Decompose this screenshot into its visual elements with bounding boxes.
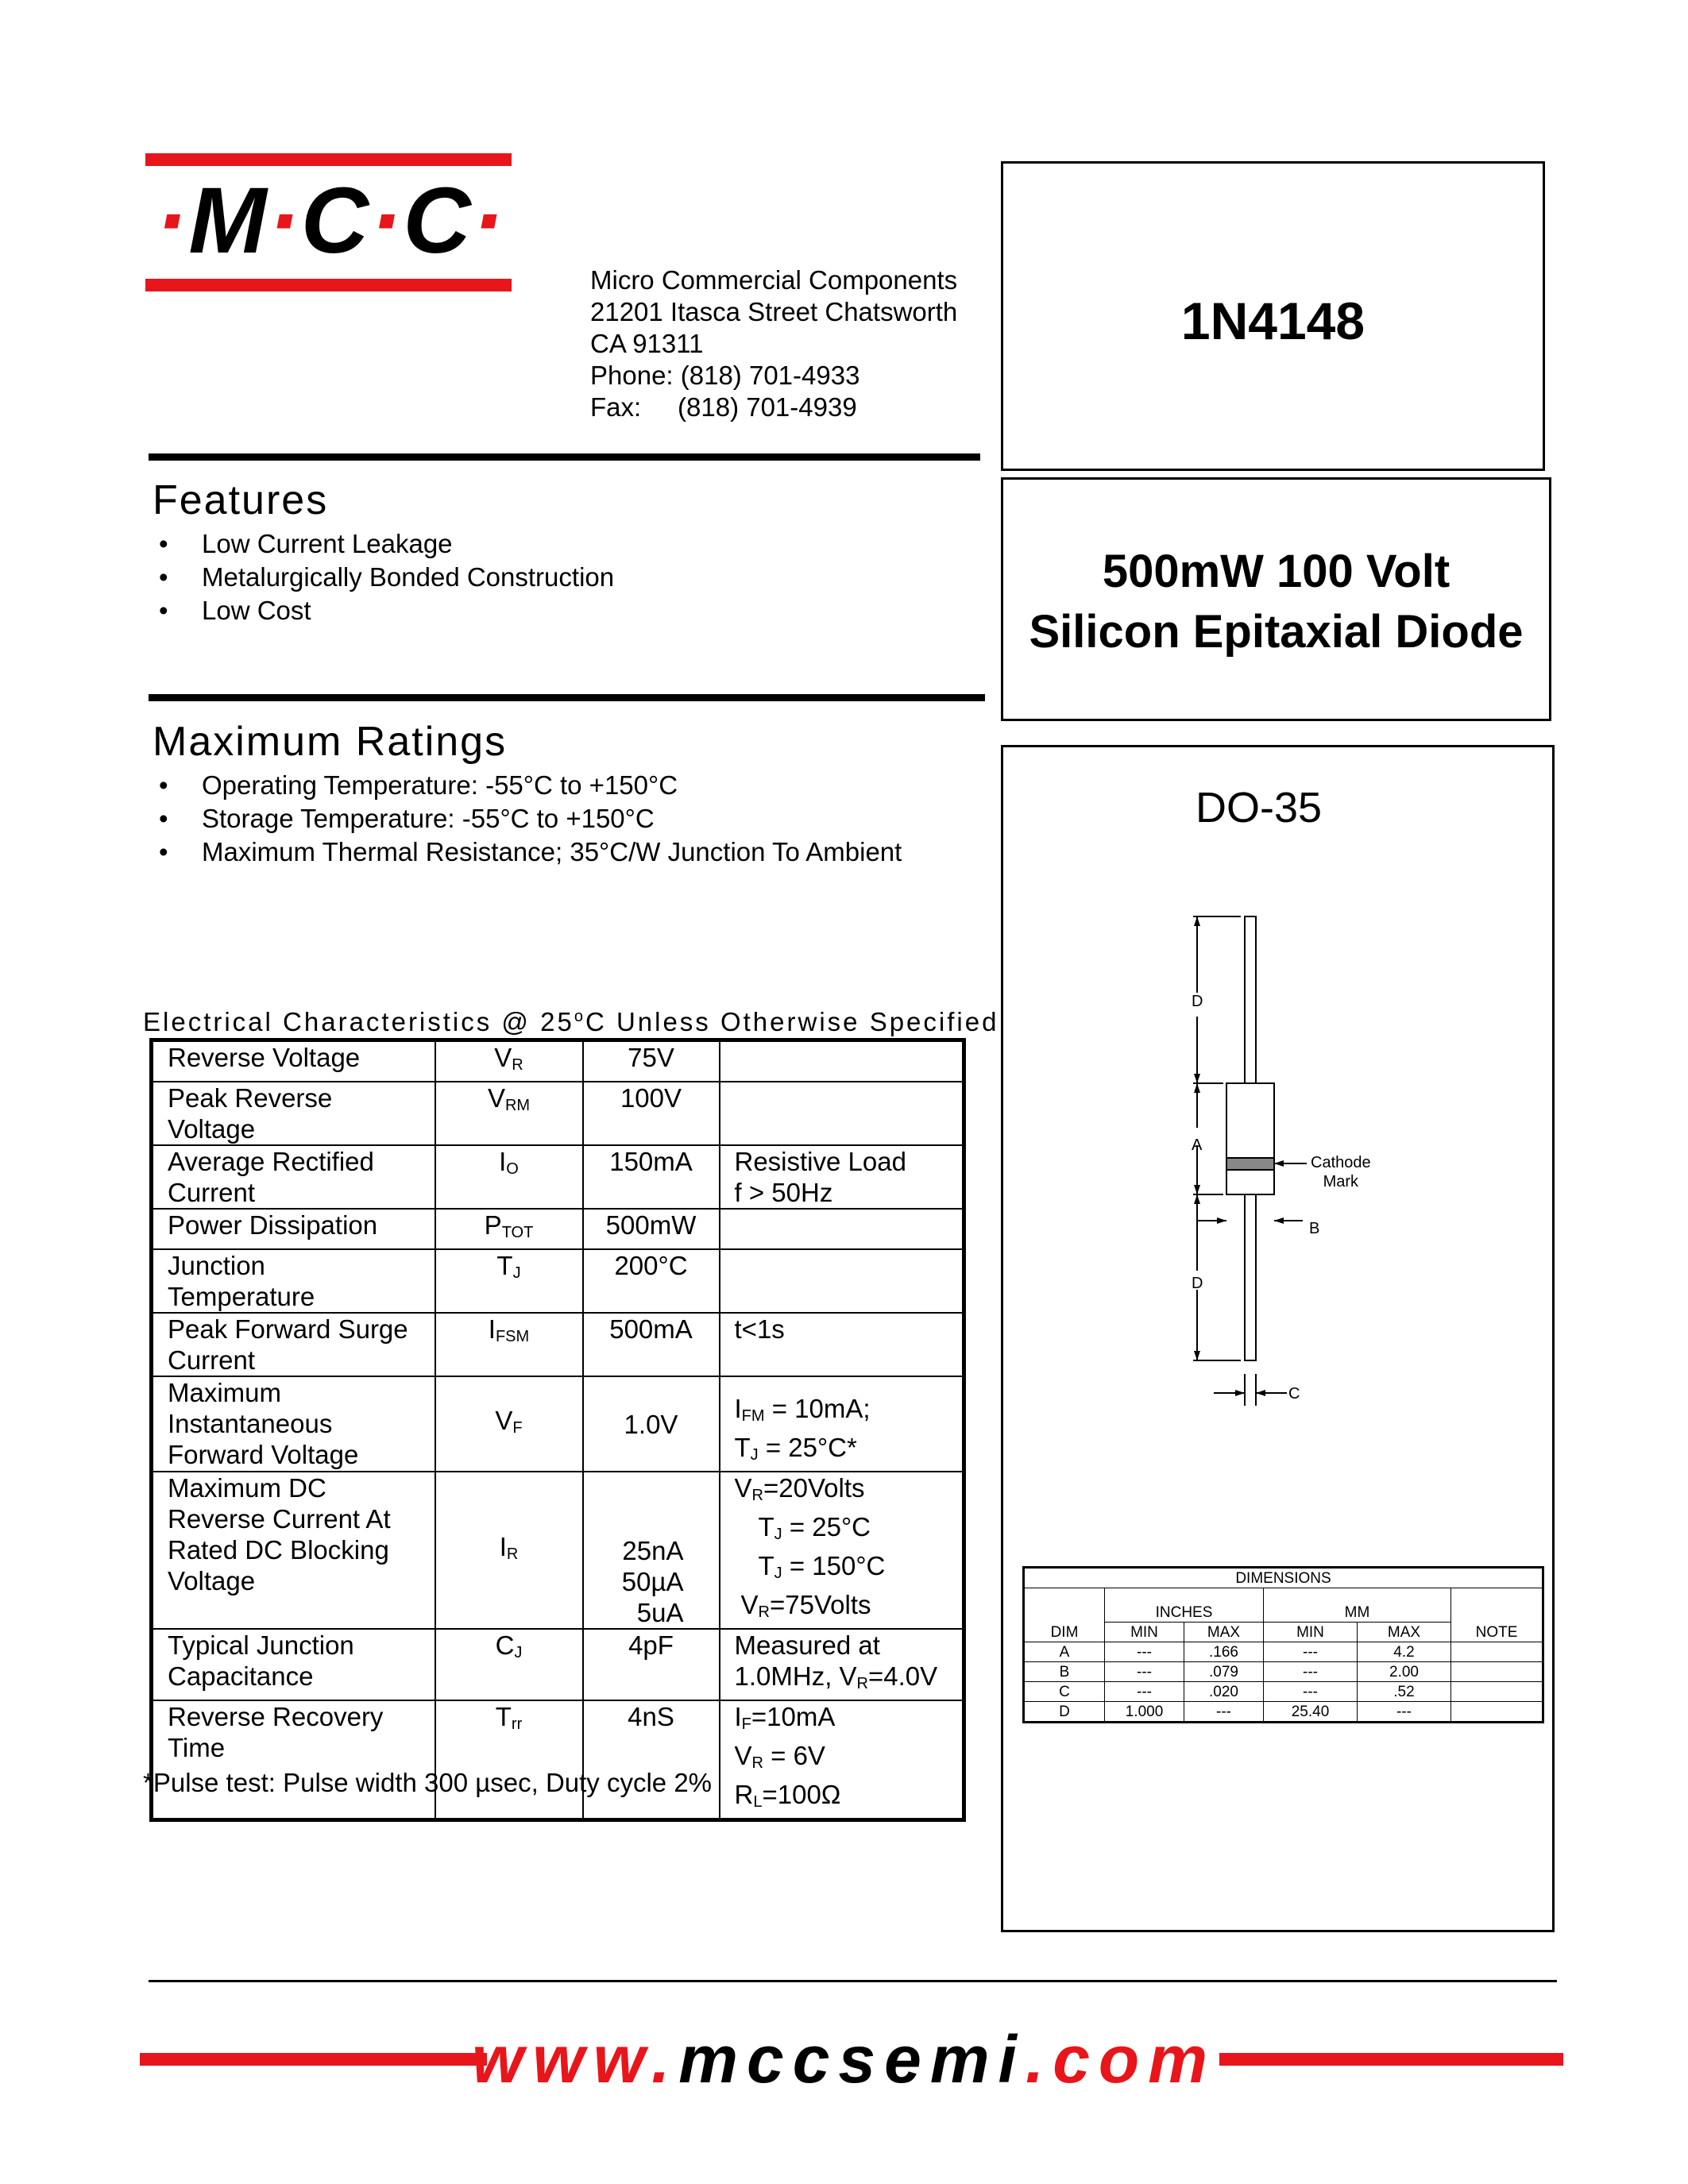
dim-cell: --- (1105, 1642, 1184, 1662)
package-name: DO-35 (1196, 784, 1323, 832)
dim-cell: --- (1184, 1702, 1264, 1723)
table-row (1024, 1702, 1543, 1723)
condition-line: 1.0MHz, $V_R=4.0V$ (734, 1661, 938, 1692)
symbol-cell: $I_R$ (435, 1472, 583, 1629)
list-item: • Maximum Thermal Resistance; 35°C/W Junction To Ambient (153, 835, 902, 869)
symbol-cell: $T_J$ (435, 1249, 583, 1313)
logo-bar-bottom (145, 279, 512, 291)
logo-bar-top (145, 153, 512, 166)
rule-above-ratings (149, 694, 985, 701)
param-cell: Peak Reverse Voltage (152, 1082, 435, 1145)
part-number: 1N4148 (1180, 291, 1365, 350)
mm-header: MM (1264, 1588, 1451, 1623)
table-row (152, 1082, 964, 1145)
dim-cell: C (1024, 1682, 1105, 1702)
cathode-band (1226, 1158, 1274, 1170)
param-cell: Typical Junction Capacitance (152, 1629, 435, 1700)
ratings-title: Maximum Ratings (153, 719, 508, 765)
condition-line: $V_R = 6V$ (734, 1741, 825, 1772)
param-cell: Junction Temperature (152, 1249, 435, 1313)
condition-line: $V_R=75Volts$ (740, 1590, 871, 1621)
max-header: MAX (1358, 1623, 1451, 1642)
footer-rule (149, 1980, 1557, 1982)
list-item: • Storage Temperature: -55°C to +150°C (153, 802, 902, 835)
electrical-table (149, 1038, 966, 1822)
dim-label-d-top: D (1192, 993, 1203, 1010)
condition-line: $T_J = 25^\circ C*$ (734, 1433, 857, 1464)
condition-cell (720, 1209, 964, 1249)
table-row (152, 1249, 964, 1313)
features-list (153, 527, 614, 627)
symbol-cell: $V_F$ (435, 1376, 583, 1472)
list-item: • Operating Temperature: -55°C to +150°C (153, 769, 902, 802)
inches-header: INCHES (1105, 1588, 1264, 1623)
diode-lead-bottom (1245, 1194, 1256, 1360)
description-line-1: 500mW 100 Volt (1102, 546, 1450, 597)
symbol-cell: $V_{RM}$ (435, 1082, 583, 1145)
pulse-footnote: *Pulse test: Pulse width 300 µsec, Duty cycle 2% (143, 1768, 713, 1797)
table-row (152, 1209, 964, 1249)
company-street: 21201 Itasca Street Chatsworth (590, 297, 958, 326)
dim-cell: 2.00 (1358, 1662, 1451, 1682)
param-cell: Peak Forward Surge Current (152, 1313, 435, 1376)
part-number-box (1001, 161, 1545, 471)
dim-cell: --- (1105, 1662, 1184, 1682)
value-cell: 4pF (583, 1629, 720, 1700)
dim-cell: 4.2 (1358, 1642, 1451, 1662)
dim-cell: .52 (1358, 1682, 1451, 1702)
dim-label-c: C (1288, 1385, 1300, 1403)
dim-label-a: A (1192, 1136, 1203, 1154)
dim-cell: B (1024, 1662, 1105, 1682)
diode-lead-top (1245, 916, 1256, 1091)
param-cell: Maximum Instantaneous Forward Voltage (152, 1376, 435, 1472)
table-row (152, 1629, 964, 1700)
list-item: • Low Current Leakage (153, 527, 614, 561)
dim-cell: 1.000 (1105, 1702, 1184, 1723)
symbol-cell: $P_{TOT}$ (435, 1209, 583, 1249)
value-cell: 1.0V (583, 1376, 720, 1472)
dim-cell: 25.40 (1264, 1702, 1358, 1723)
website-url[interactable]: www.mccsemi.com (472, 2022, 1216, 2097)
value-cell: 4nS (583, 1700, 720, 1820)
condition-cell: t<1s (720, 1313, 964, 1376)
table-row (152, 1472, 964, 1629)
table-row (1024, 1642, 1543, 1662)
max-header: MAX (1184, 1623, 1264, 1642)
condition-cell (720, 1040, 964, 1082)
value-cell: 25nA 50µA 5uA (583, 1472, 720, 1629)
value-cell: 500mA (583, 1313, 720, 1376)
symbol-cell: $C_J$ (435, 1629, 583, 1700)
symbol-cell: $V_R$ (435, 1040, 583, 1082)
table-row (1024, 1682, 1543, 1702)
param-cell: Reverse Voltage (152, 1040, 435, 1082)
company-city: CA 91311 (590, 329, 704, 358)
dimensions-table (1022, 1566, 1544, 1723)
dimensions-title: DIMENSIONS (1024, 1568, 1543, 1588)
value-cell: 100V (583, 1082, 720, 1145)
min-header: MIN (1264, 1623, 1358, 1642)
param-cell: Average Rectified Current (152, 1145, 435, 1209)
mcc-logo: ·M·C·C· (156, 168, 505, 273)
diode-body (1226, 1083, 1274, 1194)
condition-cell (720, 1700, 964, 1820)
list-item: • Low Cost (153, 594, 614, 627)
list-item: • Metalurgically Bonded Construction (153, 561, 614, 594)
param-cell: Maximum DC Reverse Current At Rated DC Blocking Voltage (152, 1472, 435, 1629)
ratings-list (153, 769, 902, 869)
dim-header: DIM (1024, 1588, 1105, 1642)
condition-cell (720, 1472, 964, 1629)
dim-cell: .166 (1184, 1642, 1264, 1662)
company-fax: Fax: (818) 701-4939 (590, 392, 857, 422)
param-cell: Power Dissipation (152, 1209, 435, 1249)
param-cell: Reverse Recovery Time (152, 1700, 435, 1820)
dim-label-b: B (1309, 1220, 1320, 1237)
note-header: NOTE (1451, 1588, 1543, 1642)
condition-line: $R_L=100\Omega$ (734, 1780, 841, 1811)
description-line-2: Silicon Epitaxial Diode (1029, 606, 1524, 658)
condition-cell (720, 1376, 964, 1472)
dim-cell (1451, 1682, 1543, 1702)
min-header: MIN (1105, 1623, 1184, 1642)
symbol-cell: $I_{FSM}$ (435, 1313, 583, 1376)
condition-cell: Measured at 1.0MHz, $V_R=4.0V$ (720, 1629, 964, 1700)
dim-cell: --- (1105, 1682, 1184, 1702)
condition-line: $I_{FM} = 10mA$; (734, 1394, 871, 1425)
value-cell: 200°C (583, 1249, 720, 1313)
rule-above-features (149, 453, 980, 461)
value-cell: 75V (583, 1040, 720, 1082)
symbol-cell: $T_{rr}$ (435, 1700, 583, 1820)
company-name: Micro Commercial Components (590, 265, 958, 295)
table-row (152, 1145, 964, 1209)
electrical-title: Electrical Characteristics @ 25$^o$C Unless Otherwise Specified (143, 1007, 999, 1036)
dim-label-d-bottom: D (1192, 1275, 1203, 1292)
dim-cell: .079 (1184, 1662, 1264, 1682)
table-row (152, 1313, 964, 1376)
diode-outline-drawing (1176, 905, 1414, 1414)
condition-cell (720, 1082, 964, 1145)
dim-cell (1451, 1702, 1543, 1723)
dim-cell: --- (1358, 1702, 1451, 1723)
description-box (1001, 477, 1551, 721)
table-row (152, 1040, 964, 1082)
condition-line: $T_J = 150^\circ C$ (758, 1551, 886, 1582)
dim-cell: --- (1264, 1642, 1358, 1662)
table-row (152, 1700, 964, 1820)
table-row (1024, 1662, 1543, 1682)
dim-cell (1451, 1642, 1543, 1662)
dim-cell: --- (1264, 1662, 1358, 1682)
dim-cell: D (1024, 1702, 1105, 1723)
condition-line: $T_J = 25^\circ C$ (758, 1512, 871, 1543)
dim-cell: .020 (1184, 1682, 1264, 1702)
condition-cell (720, 1249, 964, 1313)
condition-cell: Resistive Load f > 50Hz (720, 1145, 964, 1209)
dim-cell (1451, 1662, 1543, 1682)
condition-line: $I_F=10mA$ (734, 1702, 836, 1733)
cathode-mark-label: Cathode Mark (1311, 1154, 1371, 1190)
dim-cell: A (1024, 1642, 1105, 1662)
features-title: Features (153, 477, 329, 523)
value-cell: 500mW (583, 1209, 720, 1249)
dim-cell: --- (1264, 1682, 1358, 1702)
company-address (590, 264, 957, 423)
condition-line: $V_R=20Volts$ (734, 1473, 865, 1504)
value-cell: 150mA (583, 1145, 720, 1209)
company-phone: Phone: (818) 701-4933 (590, 361, 860, 390)
symbol-cell: $I_O$ (435, 1145, 583, 1209)
table-row (152, 1376, 964, 1472)
